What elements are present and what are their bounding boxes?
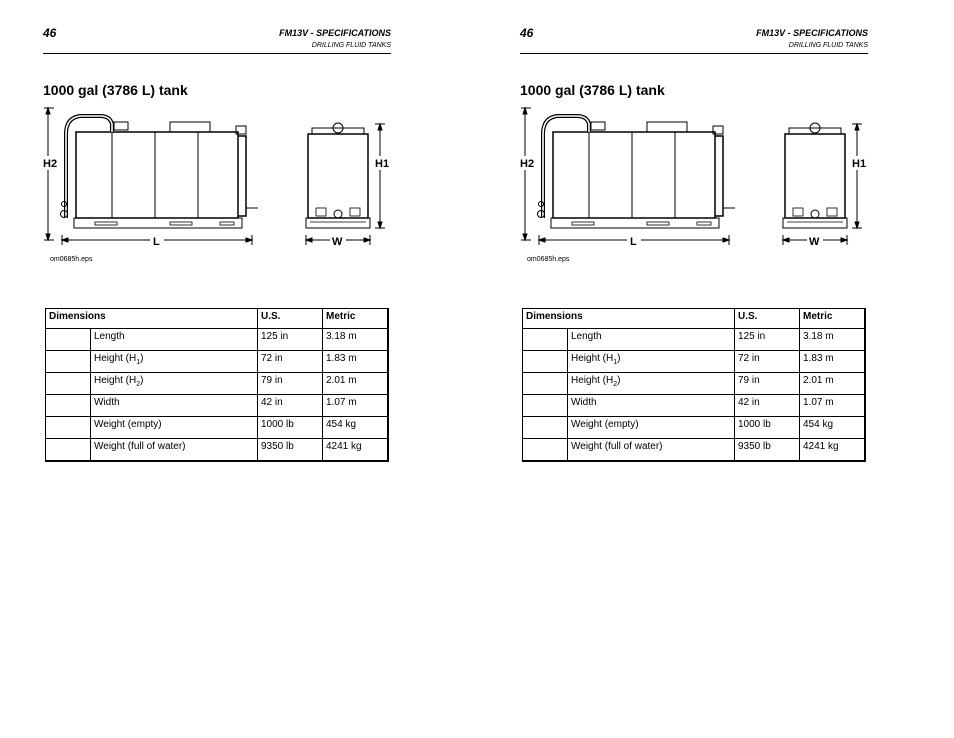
figure-caption: om0685h.eps	[527, 256, 570, 263]
spec-table	[522, 308, 866, 462]
page-right	[477, 0, 954, 738]
row-us-value: 125 in	[735, 329, 800, 351]
table-cell-empty	[46, 395, 91, 417]
table-row	[523, 329, 866, 351]
header-title: FM13V - SPECIFICATIONS	[279, 28, 391, 38]
table-header-row	[523, 309, 866, 329]
row-us-value: 1000 lb	[258, 417, 323, 439]
table-cell-empty	[46, 439, 91, 462]
row-label: Width	[91, 395, 258, 417]
row-label: Height $(H_2)$	[568, 373, 735, 395]
h1-dimension	[852, 124, 862, 228]
row-us-value: 79 in	[258, 373, 323, 395]
table-row	[523, 373, 866, 395]
table-row	[523, 395, 866, 417]
header-subtitle: DRILLING FLUID TANKS	[788, 42, 868, 49]
header-dimensions: Dimensions	[46, 309, 258, 329]
header-subtitle: DRILLING FLUID TANKS	[311, 42, 391, 49]
page-number: 46	[520, 26, 534, 40]
row-label: Weight (empty)	[91, 417, 258, 439]
row-label: Height $(H_1)$	[91, 351, 258, 373]
header-title: FM13V - SPECIFICATIONS	[756, 28, 868, 38]
h1-dimension	[375, 124, 385, 228]
table-row	[46, 351, 389, 373]
row-metric-value: 454 kg	[323, 417, 389, 439]
tank-side-view	[61, 116, 259, 228]
table-row	[46, 329, 389, 351]
row-us-value: 42 in	[735, 395, 800, 417]
table-row	[46, 439, 389, 462]
h2-dimension	[44, 108, 54, 240]
h1-label: H1	[852, 158, 867, 170]
row-label: Weight (empty)	[568, 417, 735, 439]
row-us-value: 72 in	[735, 351, 800, 373]
table-cell-empty	[523, 351, 568, 373]
h2-label: H2	[43, 158, 58, 170]
row-metric-value: 1.07 m	[323, 395, 389, 417]
row-us-value: 9350 lb	[735, 439, 800, 462]
row-label: Height $(H_2)$	[91, 373, 258, 395]
row-label: Weight (full of water)	[568, 439, 735, 462]
h1-label: H1	[375, 158, 390, 170]
row-metric-value: 3.18 m	[800, 329, 866, 351]
row-us-value: 42 in	[258, 395, 323, 417]
figure-caption: om0685h.eps	[50, 256, 93, 263]
table-row	[46, 395, 389, 417]
table-row	[523, 417, 866, 439]
row-metric-value: 1.07 m	[800, 395, 866, 417]
row-us-value: 1000 lb	[735, 417, 800, 439]
header-us: U.S.	[735, 309, 800, 329]
table-row	[523, 439, 866, 462]
row-label: Length	[568, 329, 735, 351]
row-label: Width	[568, 395, 735, 417]
tank-side-view	[538, 116, 736, 228]
row-label: Weight (full of water)	[91, 439, 258, 462]
table-cell-empty	[523, 329, 568, 351]
table-cell-empty	[523, 439, 568, 462]
header-metric: Metric	[323, 309, 389, 329]
table-row	[46, 417, 389, 439]
row-us-value: 9350 lb	[258, 439, 323, 462]
table-cell-empty	[46, 373, 91, 395]
w-label: W	[332, 236, 343, 248]
table-cell-empty	[46, 417, 91, 439]
tank-drawing	[517, 104, 877, 254]
h2-dimension	[521, 108, 531, 240]
table-row	[523, 351, 866, 373]
row-metric-value: 1.83 m	[323, 351, 389, 373]
table-cell-empty	[46, 329, 91, 351]
page-number: 46	[43, 26, 57, 40]
row-metric-value: 2.01 m	[800, 373, 866, 395]
table-cell-empty	[523, 395, 568, 417]
spec-table	[45, 308, 389, 462]
row-metric-value: 3.18 m	[323, 329, 389, 351]
row-us-value: 72 in	[258, 351, 323, 373]
row-label: Height $(H_1)$	[568, 351, 735, 373]
table-cell-empty	[46, 351, 91, 373]
row-metric-value: 454 kg	[800, 417, 866, 439]
l-label: L	[153, 236, 160, 248]
section-title: 1000 gal (3786 L) tank	[520, 82, 665, 98]
row-label: Length	[91, 329, 258, 351]
row-metric-value: 1.83 m	[800, 351, 866, 373]
row-us-value: 125 in	[258, 329, 323, 351]
w-label: W	[809, 236, 820, 248]
tank-front-view	[783, 123, 847, 228]
row-metric-value: 4241 kg	[800, 439, 866, 462]
table-row	[46, 373, 389, 395]
header-us: U.S.	[258, 309, 323, 329]
header-rule	[520, 53, 868, 54]
table-cell-empty	[523, 373, 568, 395]
table-header-row	[46, 309, 389, 329]
row-metric-value: 2.01 m	[323, 373, 389, 395]
header-metric: Metric	[800, 309, 866, 329]
table-cell-empty	[523, 417, 568, 439]
h2-label: H2	[520, 158, 535, 170]
row-us-value: 79 in	[735, 373, 800, 395]
row-metric-value: 4241 kg	[323, 439, 389, 462]
tank-front-view	[306, 123, 370, 228]
tank-drawing	[40, 104, 400, 254]
section-title: 1000 gal (3786 L) tank	[43, 82, 188, 98]
l-label: L	[630, 236, 637, 248]
header-dimensions: Dimensions	[523, 309, 735, 329]
header-rule	[43, 53, 391, 54]
